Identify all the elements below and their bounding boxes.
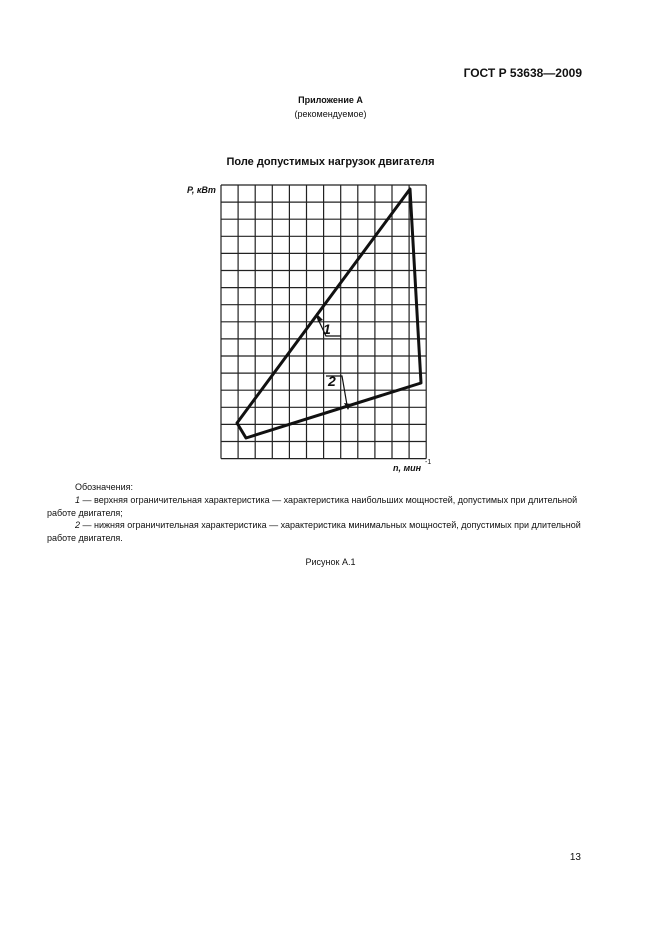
legend-item-1-number: 1 [75,495,81,505]
permissible-load-polygon [237,189,421,438]
page-number: 13 [569,852,581,863]
curve-1-arrow [316,313,323,322]
curve-2-label: 2 [328,373,336,389]
y-axis-label: P, кВт [187,185,216,195]
curve-1-label: 1 [323,321,331,337]
appendix-subtitle: (рекомендуемое) [294,109,367,119]
legend-item-1-text: — верхняя ограничительная характеристика — характеристика наибольших мощностей, допустимых при длительной работе двигателя; [47,495,578,518]
x-axis-label: n, мин [393,463,422,473]
legend-heading: Обозначения: [75,482,134,492]
legend-item-2 [47,519,585,544]
legend-item-2-number: 2 [75,520,81,530]
x-axis-exponent: -1 [425,459,432,466]
standard-number: ГОСТ Р 53638—2009 [463,66,582,80]
legend-item-1 [47,494,585,519]
legend-item-2-text: — нижняя ограничительная характеристика — характеристика минимальных мощностей, допустимых при длительной работе двигателя. [47,520,581,543]
figure-caption: Рисунок А.1 [305,557,356,567]
figure-title: Поле допустимых нагрузок двигателя [226,156,435,168]
appendix-title: Приложение А [298,95,363,105]
